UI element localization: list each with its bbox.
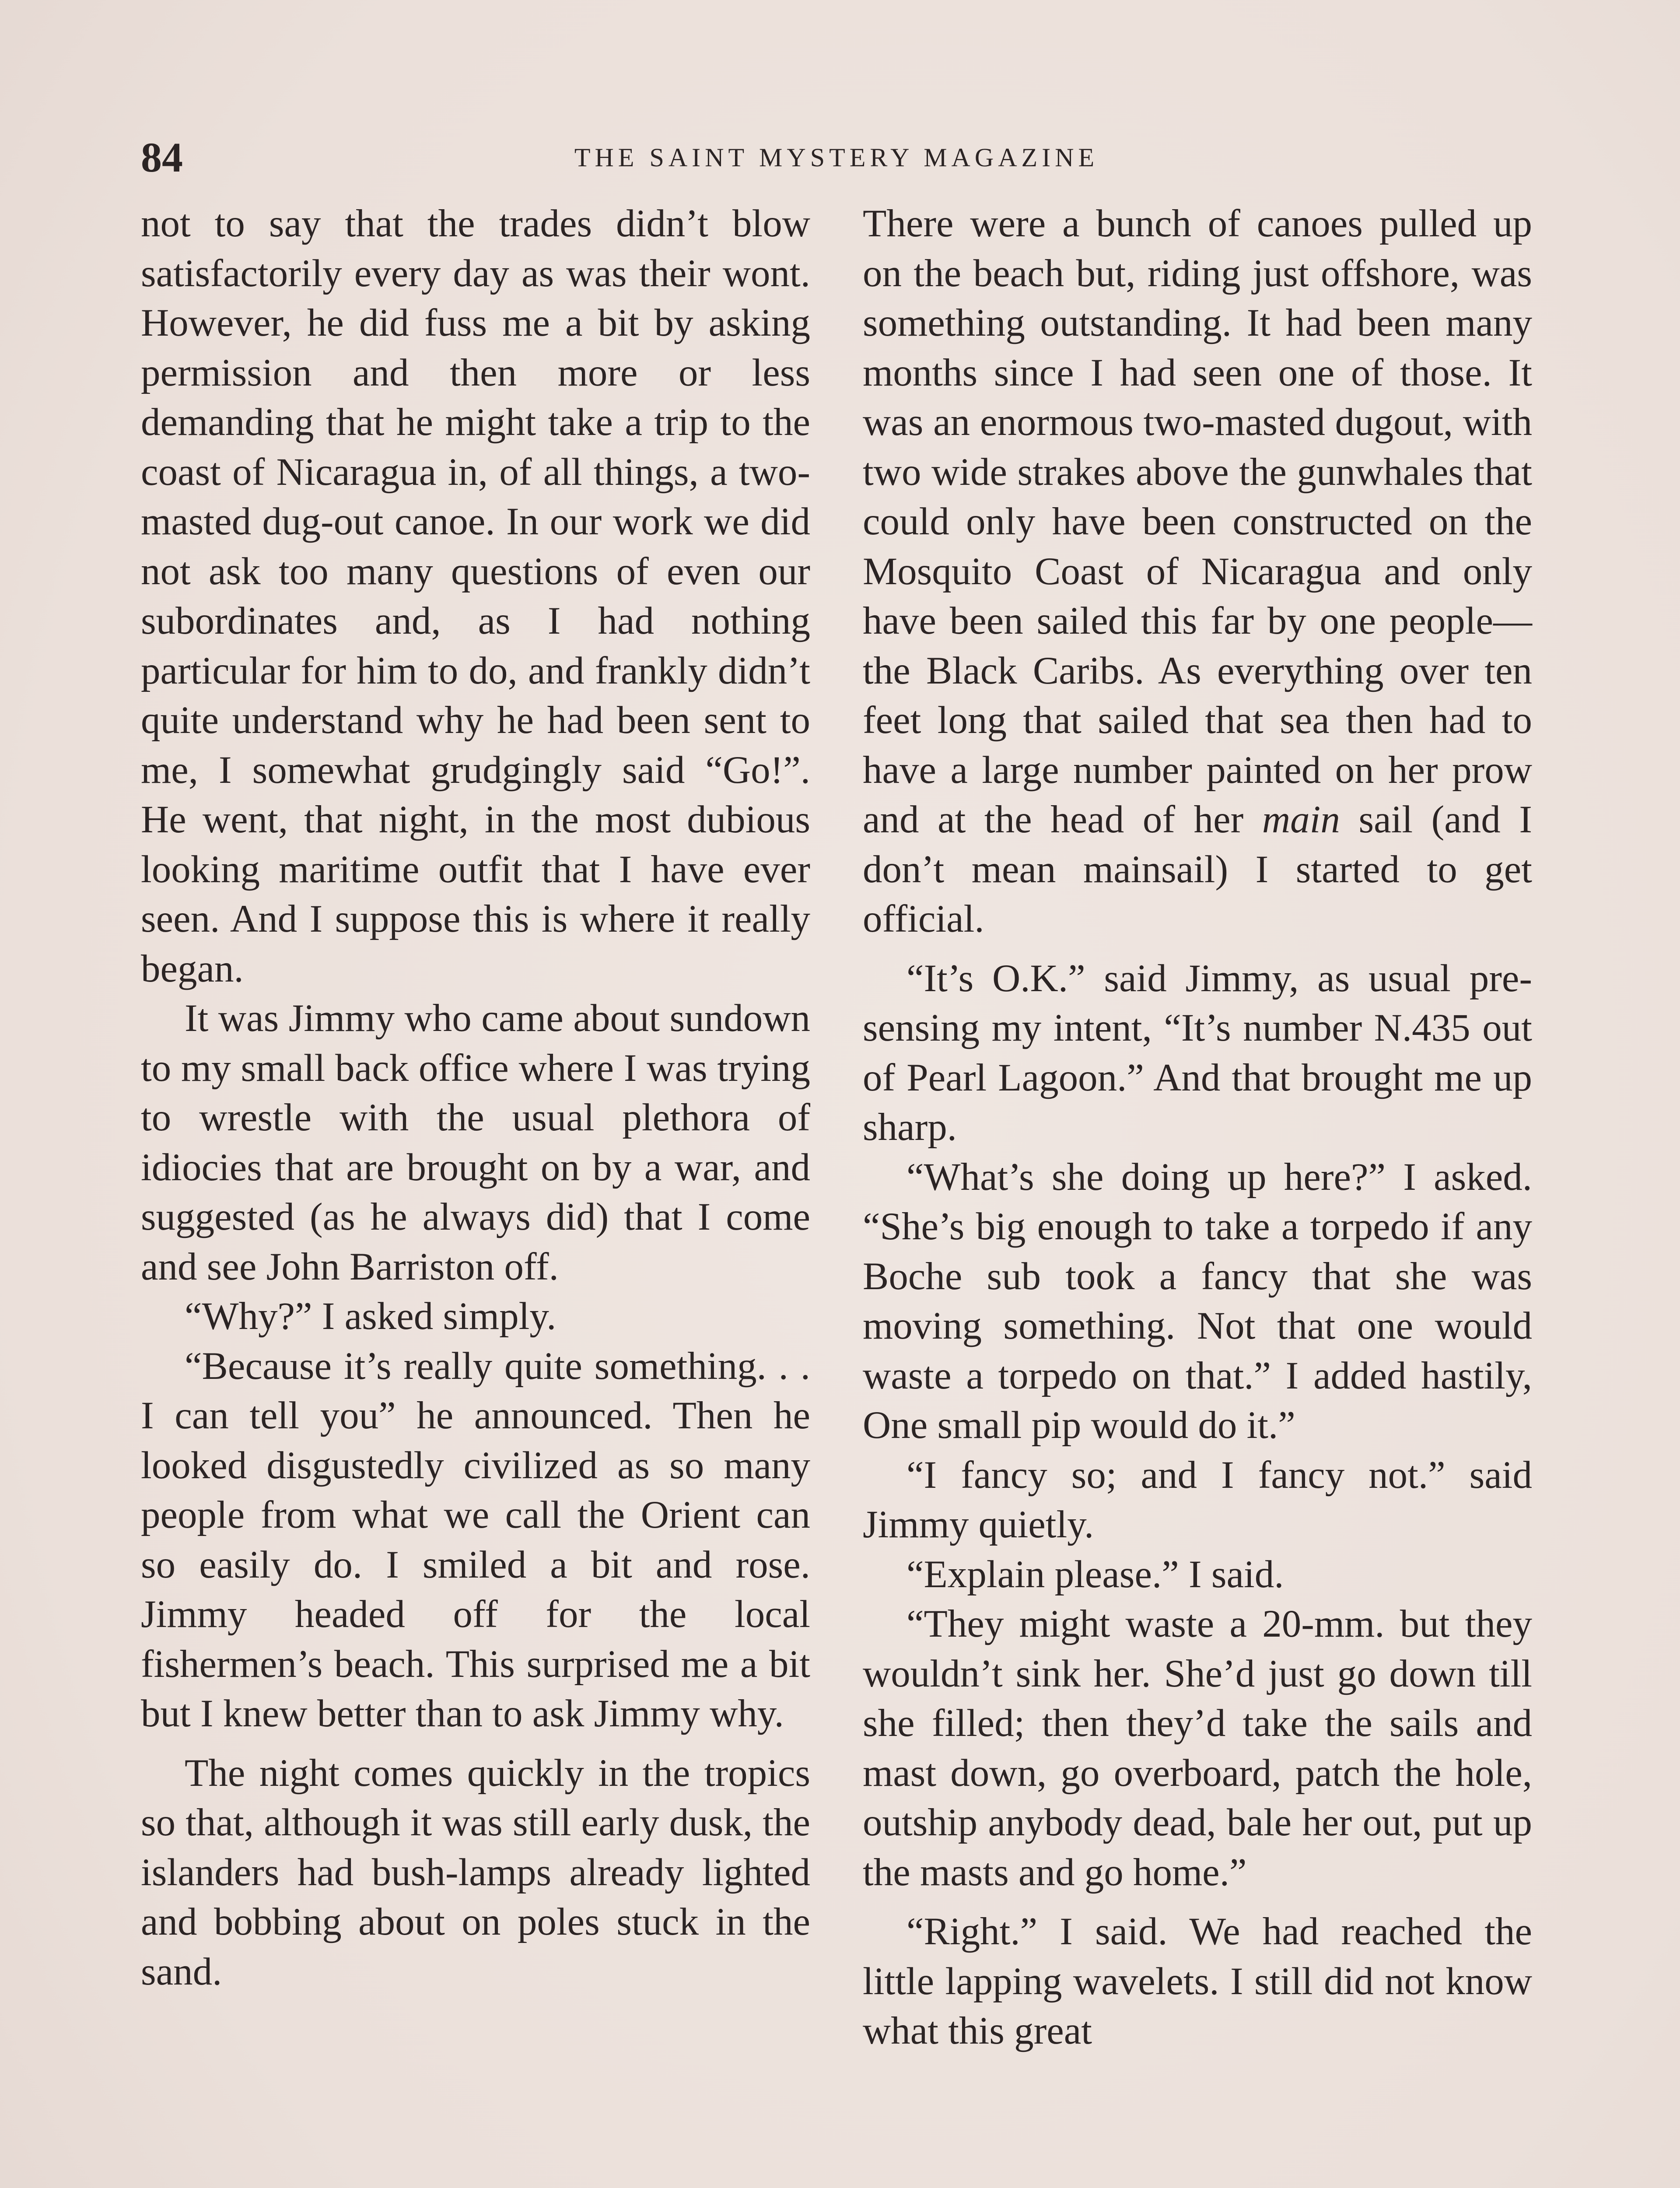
paragraph: “They might waste a 20-mm. but they wouldn’t sink her. She’d just go down till she filled; then they’d take the sails and mast down, go overboard, patch the hole, outship anybody dead, bale her out, put up the masts and go home.” (863, 1602, 1532, 1894)
running-title: THE SAINT MYSTERY MAGAZINE (574, 143, 1099, 172)
paragraph: “Explain please.” I said. (906, 1553, 1284, 1596)
right-column (863, 199, 1532, 2056)
paragraph: It was Jimmy who came about sundown to my small back office where I was trying to wrestle with the usual plethora of idiocies that are brought on by a war, and suggested (as he always did) that I come and see John Barriston off. (141, 997, 810, 1288)
paragraph: “I fancy so; and I fancy not.” said Jimmy quietly. (863, 1453, 1532, 1546)
paragraph: “Right.” I said. We had reached the little lapping wavelets. I still did not know what this great (863, 1910, 1532, 2052)
paragraph (863, 199, 1532, 944)
paragraph: The night comes quickly in the tropics so that, although it was still early dusk, the islanders had bush-lamps already lighted and bobbing about on poles stuck in the sand. (141, 1751, 810, 1993)
emphasis-word: main (1262, 798, 1340, 841)
page-header (141, 131, 1532, 184)
left-column (141, 199, 810, 1997)
paragraph: “What’s she doing up here?” I asked. “She’s big enough to take a torpedo if any Boche sub took a fancy that she was moving something. Not that one would waste a torpedo on that.” I added hastily, One small pip would do it.” (863, 1155, 1532, 1447)
paragraph: “Because it’s really quite something. . . I can tell you” he announced. Then he looked disgustedly civilized as so many people from what we call the Orient can so easily do. I smiled a bit and rose. Jimmy headed off for the local fishermen’s beach. This surprised me a bit but I knew better than to ask Jimmy why. (141, 1344, 810, 1735)
paragraph-text: sail (and I don’t mean mainsail) I started to get official. (863, 798, 1533, 940)
page-number: 84 (141, 134, 183, 181)
paragraph: “It’s O.K.” said Jimmy, as usual pre-sensing my intent, “It’s number N.435 out of Pearl Lagoon.” And that brought me up sharp. (863, 957, 1532, 1149)
paragraph-text: There were a bunch of canoes pulled up on the beach but, riding just offshore, was something outstanding. It had been many months since I had seen one of those. It was an enormous two-masted dugout, with two wide strakes above the gunwhales that could only have been constructed on the Mosquito Coast of Nicaragua and only have been sailed this far by one people—the Black Caribs. As everything over ten feet long that sailed that sea then had to have a large number painted on her prow and at the head of her (863, 202, 1532, 841)
paragraph: “Why?” I asked simply. (185, 1295, 556, 1338)
paragraph: not to say that the trades didn’t blow satisfactorily every day as was their wont. However, he did fuss me a bit by asking permission and then more or less demanding that he might take a trip to the coast of Nicaragua in, of all things, a two-masted dug-out canoe. In our work we did not ask too many questions of even our subordinates and, as I had nothing particular for him to do, and frankly didn’t quite understand why he had been sent to me, I somewhat grudgingly said “Go!”. He went, that night, in the most dubious looking maritime outfit that I have ever seen. And I suppose this is where it really began. (141, 202, 810, 990)
